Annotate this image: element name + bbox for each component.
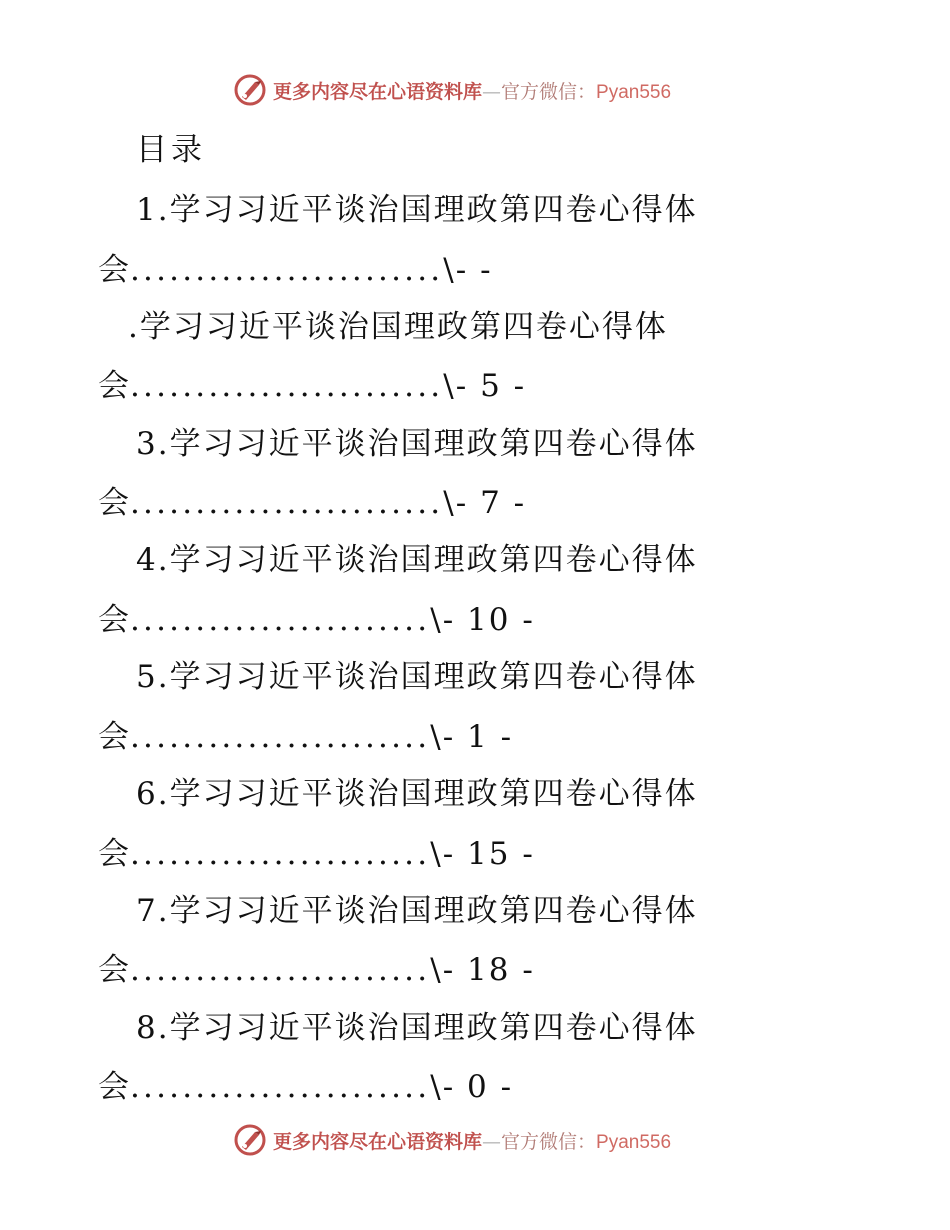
toc-entry-leader: .......................	[130, 719, 431, 755]
toc-entry-page: \- 0 -	[430, 1069, 514, 1105]
toc-entry-number: .	[128, 309, 140, 345]
toc-entry-tail: 会	[98, 719, 130, 755]
toc-entry-title: 学习习近平谈治国理政第四卷心得体	[169, 542, 698, 578]
toc-entry-leader: ........................	[130, 252, 444, 288]
toc-entry-3-page-line[interactable]	[98, 477, 526, 522]
toc-entry-5-page-line[interactable]	[98, 711, 513, 756]
toc-entry-title: 学习习近平谈治国理政第四卷心得体	[139, 309, 668, 345]
toc-entry-title: 学习习近平谈治国理政第四卷心得体	[169, 776, 698, 812]
toc-entry-5-title-line[interactable]	[136, 651, 698, 696]
toc-entry-leader: .......................	[130, 836, 431, 872]
pen-logo-icon	[233, 73, 267, 107]
toc-entry-number: 4.	[136, 542, 170, 578]
toc-entry-tail: 会	[98, 602, 130, 638]
toc-entry-7-title-line[interactable]	[136, 885, 698, 930]
toc-entry-number: 6.	[136, 776, 170, 812]
toc-entry-2-page-line[interactable]	[98, 360, 526, 405]
toc-entry-tail: 会	[98, 836, 130, 872]
toc-entry-1-title-line[interactable]	[136, 184, 698, 229]
toc-entry-6-page-line[interactable]	[98, 828, 535, 873]
footer-banner-text	[273, 1127, 671, 1154]
toc-entry-leader: ........................	[130, 485, 444, 521]
toc-entry-number: 7.	[136, 893, 170, 929]
toc-entry-4-title-line[interactable]	[136, 534, 698, 579]
header-banner	[0, 70, 950, 110]
toc-entry-tail: 会	[98, 252, 130, 288]
header-wechat-id: Pyan556	[596, 81, 672, 103]
footer-separator: —	[482, 1130, 502, 1153]
footer-wechat-id: Pyan556	[596, 1131, 672, 1153]
toc-entry-tail: 会	[98, 952, 130, 988]
toc-entry-title: 学习习近平谈治国理政第四卷心得体	[169, 893, 698, 929]
toc-entry-number: 5.	[136, 659, 170, 695]
toc-entry-tail: 会	[98, 485, 130, 521]
toc-entry-page: \- 10 -	[430, 602, 535, 638]
toc-entry-title: 学习习近平谈治国理政第四卷心得体	[169, 426, 698, 462]
toc-entry-6-title-line[interactable]	[136, 768, 698, 813]
toc-entry-page: \- -	[443, 252, 493, 288]
header-banner-text	[273, 77, 671, 104]
toc-entry-2-title-line[interactable]	[128, 301, 668, 346]
toc-entry-7-page-line[interactable]	[98, 944, 535, 989]
toc-entry-number: 8.	[136, 1010, 170, 1046]
footer-banner	[0, 1120, 950, 1160]
toc-entry-tail: 会	[98, 368, 130, 404]
toc-entry-8-page-line[interactable]	[98, 1061, 513, 1106]
toc-entry-page: \- 7 -	[443, 485, 527, 521]
toc-entry-page: \- 5 -	[443, 368, 527, 404]
toc-entry-title: 学习习近平谈治国理政第四卷心得体	[169, 1010, 698, 1046]
toc-entry-leader: .......................	[130, 602, 431, 638]
toc-entry-leader: ........................	[130, 368, 444, 404]
toc-entry-1-page-line[interactable]	[98, 244, 493, 289]
toc-entry-4-page-line[interactable]	[98, 594, 535, 639]
toc-entry-number: 3.	[136, 426, 170, 462]
toc-entry-title: 学习习近平谈治国理政第四卷心得体	[169, 192, 698, 228]
toc-entry-leader: .......................	[130, 1069, 431, 1105]
toc-entry-leader: .......................	[130, 952, 431, 988]
toc-entry-3-title-line[interactable]	[136, 418, 698, 463]
toc-entry-page: \- 15 -	[430, 836, 535, 872]
toc-entry-page: \- 18 -	[430, 952, 535, 988]
toc-title: 目录	[136, 132, 206, 168]
header-brand-text: 更多内容尽在心语资料库	[273, 80, 483, 103]
footer-wechat-label: 官方微信：	[501, 1130, 597, 1153]
toc-entry-8-title-line[interactable]	[136, 1002, 698, 1047]
footer-brand-text: 更多内容尽在心语资料库	[273, 1130, 483, 1153]
header-separator: —	[482, 80, 502, 103]
header-wechat-label: 官方微信：	[501, 80, 597, 103]
pen-logo-icon	[233, 1123, 267, 1157]
toc-entry-tail: 会	[98, 1069, 130, 1105]
toc-entry-title: 学习习近平谈治国理政第四卷心得体	[169, 659, 698, 695]
toc-entry-number: 1.	[136, 192, 170, 228]
toc-entry-page: \- 1 -	[430, 719, 514, 755]
